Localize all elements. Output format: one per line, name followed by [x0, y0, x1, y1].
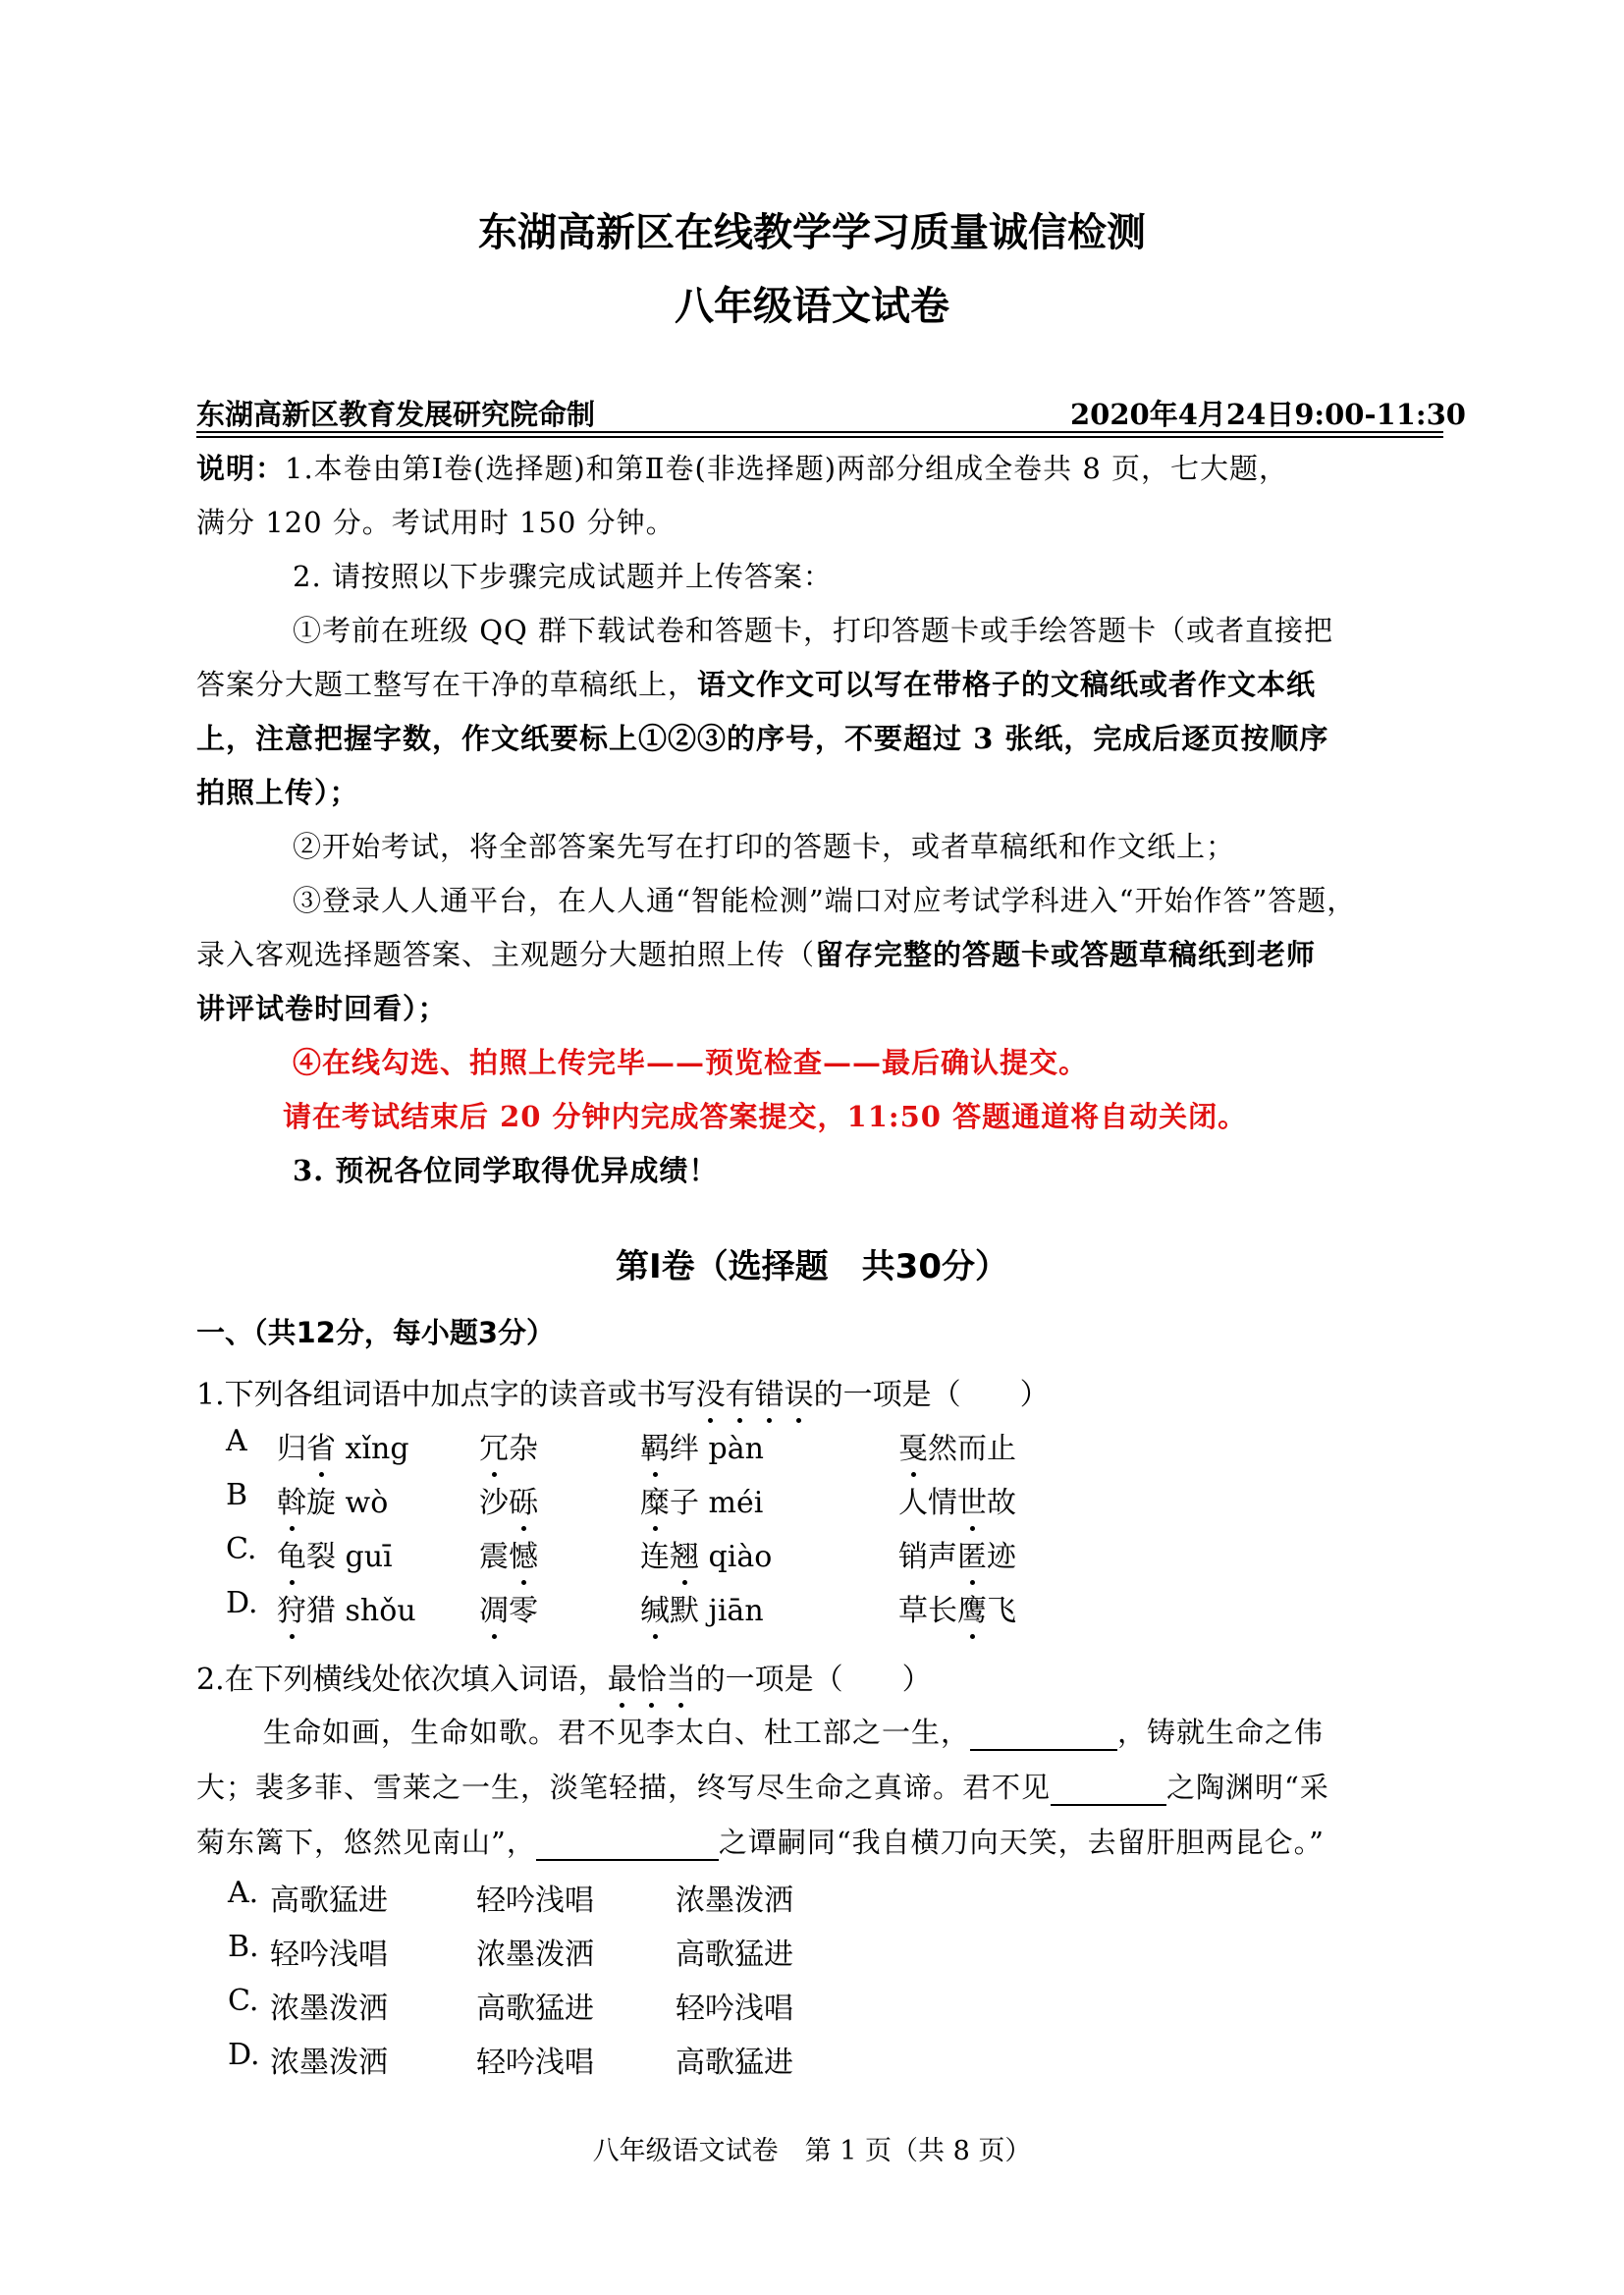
q2-blank-2[interactable] — [1051, 1771, 1166, 1806]
instructions-lead: 说明： — [196, 452, 286, 485]
q1-term-dotted-char: 鹰 — [957, 1586, 987, 1629]
q1-option-term — [898, 1424, 1016, 1467]
q2-passage-line2-b: 之陶渊明“采 — [1166, 1771, 1329, 1804]
q1-term-suffix: 然而止 — [928, 1432, 1016, 1466]
q2-option-word: 浓墨泼洒 — [270, 1992, 388, 2026]
instructions-step1-line2-b: 语文作文可以写在带格子的文稿纸或者作文本纸 — [697, 668, 1317, 701]
instructions-step1-line2-a: 答案分大题工整写在干净的草稿纸上， — [196, 668, 698, 701]
q1-term-prefix: 归 — [277, 1432, 306, 1466]
q1-term-dotted-char: 缄 — [640, 1586, 670, 1629]
q1-option-label: B — [226, 1478, 248, 1512]
q1-term-dotted-char: 砾 — [509, 1478, 538, 1521]
q1-option-term — [277, 1586, 416, 1629]
instructions-item3: 3. 预祝各位同学取得优异成绩！ — [293, 1154, 719, 1187]
q2-option-word: 轻吟浅唱 — [270, 1938, 388, 1972]
q2-option-word: 高歌猛进 — [676, 1938, 793, 1972]
q1-term-suffix: 猎 shǒu — [306, 1594, 416, 1628]
q1-term-dotted-char: 憾 — [509, 1532, 538, 1575]
instructions-step3-line2-b: 留存完整的答题卡或答题草稿纸到老师 — [815, 938, 1317, 971]
instructions-item1-line2: 满分 120 分。考试用时 150 分钟。 — [196, 506, 676, 539]
q2-option-word: 浓墨泼洒 — [270, 2046, 388, 2080]
header-rule-top — [196, 431, 1443, 433]
q1-option-label: C. — [226, 1532, 257, 1566]
header-org: 东湖高新区教育发展研究院命制 — [196, 398, 596, 431]
q2-passage-line1-b: ，铸就生命之伟 — [1117, 1716, 1325, 1749]
section1-title: 一、（共12分，每小题3分） — [196, 1316, 556, 1349]
q2-stem-c: 的一项是（ ） — [695, 1663, 932, 1697]
q1-stem — [196, 1370, 1050, 1413]
header-rule-bottom — [196, 436, 1443, 438]
q2-passage-line3-a: 菊东篱下，悠然见南山”， — [196, 1826, 536, 1859]
q1-option-label: A — [226, 1424, 247, 1458]
q2-option-label: B. — [228, 1930, 259, 1964]
q1-stem-emphasis-2: 有 — [726, 1370, 755, 1413]
q1-term-suffix: 故 — [987, 1486, 1016, 1520]
q2-passage-line2 — [196, 1766, 1329, 1806]
q2-stem-a: 2.在下列横线处依次填入词语， — [196, 1663, 608, 1697]
q1-term-suffix: 飞 — [987, 1594, 1016, 1628]
instructions-deadline: 请在考试结束后 20 分钟内完成答案提交，11:50 答题通道将自动关闭。 — [283, 1100, 1248, 1133]
q1-option-term — [898, 1532, 1016, 1575]
instructions-step1-line3: 上，注意把握字数，作文纸要标上①②③的序号，不要超过 3 张纸，完成后逐页按顺序 — [196, 722, 1329, 755]
q1-stem-emphasis-1: 没 — [696, 1370, 726, 1413]
q2-stem-emphasis-2: 恰 — [637, 1655, 667, 1698]
q1-term-dotted-char: 龟 — [277, 1532, 306, 1575]
instructions-item1 — [196, 447, 1288, 487]
q1-term-dotted-char: 狩 — [277, 1586, 306, 1629]
instructions-item1-line1: 1.本卷由第Ⅰ卷(选择题)和第Ⅱ卷(非选择题)两部分组成全卷共 8 页，七大题， — [285, 452, 1288, 485]
part1-title: 第Ⅰ卷（选择题 共30分） — [616, 1247, 1008, 1286]
q1-term-suffix: 裂 guī — [306, 1540, 393, 1574]
q2-passage-line1-a: 生命如画，生命如歌。君不见李太白、杜工部之一生， — [263, 1716, 971, 1749]
q1-term-prefix: 草长 — [898, 1594, 957, 1628]
instructions-step2: ②开始考试，将全部答案先写在打印的答题卡，或者草稿纸和作文纸上； — [293, 830, 1236, 863]
q2-option-label: D. — [228, 2038, 260, 2072]
q2-option-label: A. — [228, 1876, 259, 1910]
q1-term-prefix: 人情 — [898, 1486, 957, 1520]
q2-passage-line1 — [263, 1711, 1324, 1751]
q1-option-term — [479, 1478, 538, 1521]
instructions-step1-line1: ①考前在班级 QQ 群下载试卷和答题卡，打印答题卡或手绘答题卡（或者直接把 — [293, 614, 1333, 647]
instructions-item2: 2. 请按照以下步骤完成试题并上传答案： — [293, 560, 833, 593]
q2-stem — [196, 1655, 932, 1698]
q1-term-prefix: 销声 — [898, 1540, 957, 1574]
exam-subtitle: 八年级语文试卷 — [675, 284, 949, 329]
q1-term-suffix: 子 méi — [670, 1486, 764, 1520]
q1-option-term — [479, 1424, 538, 1467]
page-footer: 八年级语文试卷 第 1 页（共 8 页） — [592, 2136, 1032, 2166]
q1-term-dotted-char: 羁 — [640, 1424, 670, 1467]
q1-stem-emphasis-4: 误 — [785, 1370, 814, 1413]
q2-passage-line3 — [196, 1821, 1325, 1861]
header-date: 2020年4月24日9:00-11:30 — [1070, 398, 1466, 431]
q1-term-dotted-char: 省 — [306, 1424, 336, 1467]
q2-option-label: C. — [228, 1984, 259, 2018]
q2-option-word: 轻吟浅唱 — [476, 1884, 594, 1918]
q2-option-word: 高歌猛进 — [476, 1992, 594, 2026]
q2-option-word: 轻吟浅唱 — [676, 1992, 793, 2026]
q2-passage-line2-a: 大；裴多菲、雪莱之一生，淡笔轻描，终写尽生命之真谛。君不见 — [196, 1771, 1052, 1804]
q1-term-suffix: 零 — [509, 1594, 538, 1628]
exam-title: 东湖高新区在线教学学习质量诚信检测 — [478, 210, 1146, 255]
instructions-step3-line2-a: 录入客观选择题答案、主观题分大题拍照上传（ — [196, 938, 816, 971]
q2-option-word: 轻吟浅唱 — [476, 2046, 594, 2080]
q1-term-prefix: 震 — [479, 1540, 509, 1574]
q1-option-term — [277, 1478, 388, 1521]
q1-term-dotted-char: 糜 — [640, 1478, 670, 1521]
q1-term-suffix: 杂 — [509, 1432, 538, 1466]
q1-term-dotted-char: 翘 — [670, 1532, 699, 1575]
q2-blank-3[interactable] — [536, 1826, 719, 1861]
q1-stem-c: 的一项是（ ） — [813, 1378, 1050, 1412]
q1-stem-emphasis-3: 错 — [755, 1370, 785, 1413]
q1-term-dotted-char: 世 — [957, 1478, 987, 1521]
q1-term-dotted-char: 戛 — [898, 1424, 928, 1467]
instructions-step3-line1: ③登录人人通平台，在人人通“智能检测”端口对应考试学科进入“开始作答”答题， — [293, 884, 1357, 917]
q2-stem-emphasis-3: 当 — [667, 1655, 696, 1698]
q1-option-term — [898, 1478, 1016, 1521]
q1-option-term — [479, 1532, 538, 1575]
q1-term-suffix: 绊 pàn — [670, 1432, 764, 1466]
instructions-step3-line2 — [196, 933, 1316, 973]
q2-stem-emphasis-1: 最 — [608, 1655, 637, 1698]
q1-option-term — [640, 1424, 764, 1467]
q1-term-suffix: 迹 — [987, 1540, 1016, 1574]
q1-term-dotted-char: 凋 — [479, 1586, 509, 1629]
q1-term-dotted-char: 冗 — [479, 1424, 509, 1467]
q1-term-prefix: 沙 — [479, 1486, 509, 1520]
q2-option-word: 浓墨泼洒 — [676, 1884, 793, 1918]
q1-option-term — [640, 1586, 764, 1629]
q2-option-word: 高歌猛进 — [676, 2046, 793, 2080]
instructions-step1-line2 — [196, 663, 1316, 703]
q1-option-label: D. — [226, 1586, 258, 1620]
q1-term-dotted-char: 斡 — [277, 1478, 306, 1521]
instructions-step3-line3: 讲评试卷时回看）； — [196, 992, 448, 1025]
q1-option-term — [277, 1532, 393, 1575]
instructions-step1-line4: 拍照上传）； — [196, 776, 359, 809]
q2-passage-line3-b: 之谭嗣同“我自横刀向天笑，去留肝胆两昆仑。” — [718, 1826, 1325, 1859]
q1-option-term — [640, 1478, 763, 1521]
q1-option-term — [898, 1586, 1016, 1629]
q2-blank-1[interactable] — [970, 1716, 1117, 1751]
q1-term-suffix: 默 jiān — [670, 1594, 764, 1628]
q1-term-dotted-char: 匿 — [957, 1532, 987, 1575]
q2-option-word: 浓墨泼洒 — [476, 1938, 594, 1972]
q1-option-term — [479, 1586, 538, 1629]
q1-option-term — [277, 1424, 409, 1467]
q1-term-suffix: xǐng — [336, 1432, 409, 1466]
q1-stem-a: 1.下列各组词语中加点字的读音或书写 — [196, 1378, 696, 1412]
q1-term-suffix: qiào — [699, 1540, 773, 1574]
q1-option-term — [640, 1532, 772, 1575]
instructions-step4: ④在线勾选、拍照上传完毕——预览检查——最后确认提交。 — [293, 1046, 1089, 1079]
q1-term-suffix: 旋 wò — [306, 1486, 389, 1520]
q1-term-prefix: 连 — [640, 1540, 670, 1574]
q2-option-word: 高歌猛进 — [270, 1884, 388, 1918]
